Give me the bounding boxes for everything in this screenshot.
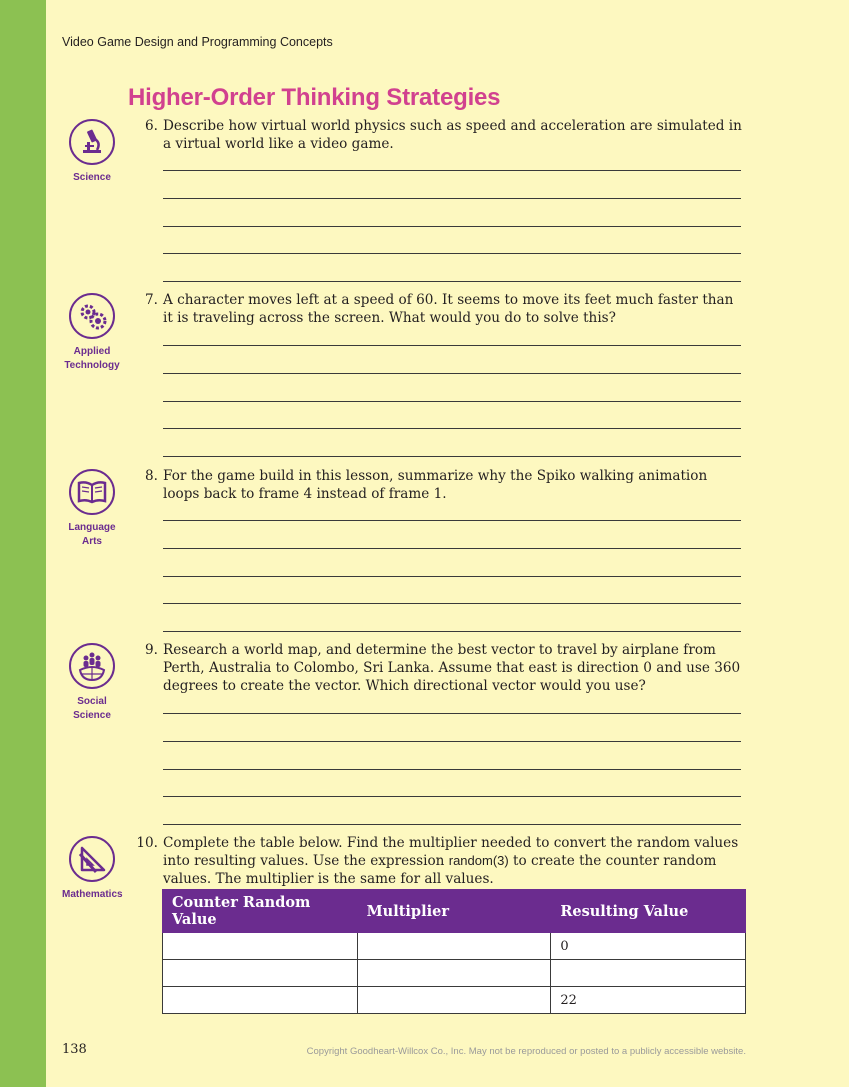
table-cell[interactable] bbox=[357, 960, 551, 987]
answer-line[interactable] bbox=[163, 631, 741, 632]
table-row bbox=[163, 933, 746, 960]
table-row bbox=[163, 987, 746, 1014]
subject-label: Science bbox=[73, 172, 111, 183]
table-cell[interactable]: 0 bbox=[551, 933, 746, 960]
microscope-icon bbox=[69, 119, 115, 165]
answer-line[interactable] bbox=[163, 824, 741, 825]
answer-line[interactable] bbox=[163, 576, 741, 577]
question-text: Complete the table below. Find the multiplier needed to convert the random values into resulting values. Use the expression random(3) to create the counter random values. The multiplier is the same for all values. bbox=[163, 835, 739, 887]
subject-label: Applied Technology bbox=[64, 346, 120, 371]
answer-line[interactable] bbox=[163, 548, 741, 549]
column-header: Resulting Value bbox=[551, 890, 746, 933]
page-number: 138 bbox=[62, 1042, 87, 1057]
table-cell[interactable] bbox=[357, 987, 551, 1014]
question-text: Describe how virtual world physics such as speed and acceleration are simulated in a virtual world like a video game. bbox=[163, 118, 742, 152]
subject-label: Language Arts bbox=[68, 522, 116, 547]
answer-line[interactable] bbox=[163, 603, 741, 604]
code-expression: random(3) bbox=[448, 853, 509, 868]
answer-line[interactable] bbox=[163, 520, 741, 521]
gears-icon bbox=[69, 293, 115, 339]
page-spine-bar bbox=[0, 0, 46, 1087]
answer-line[interactable] bbox=[163, 253, 741, 254]
answer-line[interactable] bbox=[163, 345, 741, 346]
running-header: Video Game Design and Programming Concepts bbox=[62, 35, 333, 49]
subject-label: Mathematics bbox=[62, 889, 123, 900]
subject-label: Social Science bbox=[73, 696, 111, 721]
answer-line[interactable] bbox=[163, 281, 741, 282]
table-cell[interactable] bbox=[163, 987, 358, 1014]
copyright-notice: Copyright Goodheart-Willcox Co., Inc. May not be reproduced or posted to a publicly accessible website. bbox=[306, 1046, 746, 1057]
question-6 bbox=[130, 117, 742, 153]
question-9 bbox=[130, 641, 742, 695]
multiplier-table bbox=[162, 889, 746, 1014]
table-cell[interactable]: 22 bbox=[551, 987, 746, 1014]
triangle-ruler-icon bbox=[69, 836, 115, 882]
answer-line[interactable] bbox=[163, 198, 741, 199]
subject-mathematics bbox=[62, 836, 122, 902]
answer-line[interactable] bbox=[163, 456, 741, 457]
question-number: 7. bbox=[145, 292, 158, 308]
table-cell[interactable] bbox=[551, 960, 746, 987]
globe-people-icon bbox=[69, 643, 115, 689]
subject-applied-technology bbox=[62, 293, 122, 373]
table-cell[interactable] bbox=[163, 933, 358, 960]
answer-line[interactable] bbox=[163, 769, 741, 770]
question-text: For the game build in this lesson, summarize why the Spiko walking animation loops back to frame 4 instead of frame 1. bbox=[163, 468, 708, 502]
question-7 bbox=[130, 291, 742, 327]
question-number: 10. bbox=[136, 835, 158, 851]
question-8 bbox=[130, 467, 742, 503]
question-text: A character moves left at a speed of 60. It seems to move its feet much faster than it is traveling across the screen. What would you do to solve this? bbox=[163, 292, 734, 326]
subject-social-science bbox=[62, 643, 122, 723]
answer-line[interactable] bbox=[163, 796, 741, 797]
column-header: Multiplier bbox=[357, 890, 551, 933]
answer-line[interactable] bbox=[163, 170, 741, 171]
question-number: 8. bbox=[145, 468, 158, 484]
question-10 bbox=[130, 834, 742, 888]
table-row bbox=[163, 960, 746, 987]
question-number: 6. bbox=[145, 118, 158, 134]
section-title: Higher-Order Thinking Strategies bbox=[128, 84, 501, 111]
subject-language-arts bbox=[62, 469, 122, 549]
subject-science bbox=[62, 119, 122, 185]
table-cell[interactable] bbox=[357, 933, 551, 960]
table-header-row bbox=[163, 890, 746, 933]
answer-line[interactable] bbox=[163, 428, 741, 429]
answer-line[interactable] bbox=[163, 401, 741, 402]
answer-line[interactable] bbox=[163, 373, 741, 374]
answer-line[interactable] bbox=[163, 741, 741, 742]
answer-line[interactable] bbox=[163, 713, 741, 714]
question-number: 9. bbox=[145, 642, 158, 658]
question-text: Research a world map, and determine the best vector to travel by airplane from Perth, Australia to Colombo, Sri Lanka. Assume that east is direction 0 and use 360 degrees to create the vector. Which directional vector would you use? bbox=[163, 642, 741, 694]
answer-line[interactable] bbox=[163, 226, 741, 227]
book-icon bbox=[69, 469, 115, 515]
table-cell[interactable] bbox=[163, 960, 358, 987]
column-header: Counter Random Value bbox=[163, 890, 358, 933]
